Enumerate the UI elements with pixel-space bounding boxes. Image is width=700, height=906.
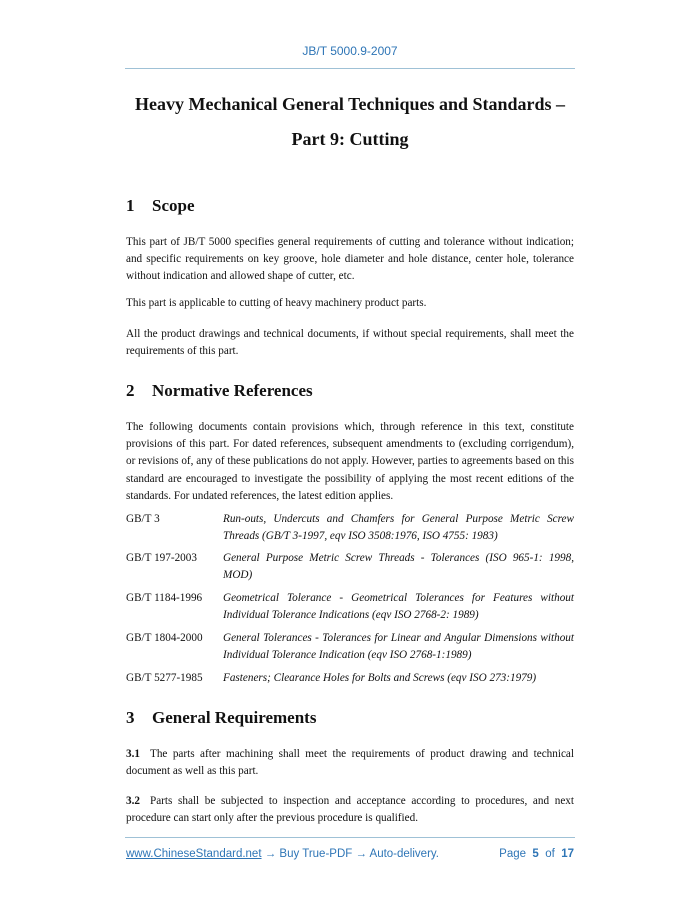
section-title: Normative References <box>152 381 313 400</box>
reference-title: Run-outs, Undercuts and Chamfers for General Purpose Metric Screw Threads (GB/T 3-1997, eqv ISO 3508:1976, ISO 4755: 1983) <box>223 513 574 543</box>
section-number: 2 <box>126 381 135 400</box>
scope-paragraph-3: All the product drawings and technical documents, if without special requirements, shall meet the requirements of this part. <box>126 328 574 358</box>
section-heading-scope <box>126 196 195 216</box>
reference-code: GB/T 5277-1985 <box>126 672 203 684</box>
reference-title: Fasteners; Clearance Holes for Bolts and Screws (eqv ISO 273:1979) <box>223 672 537 684</box>
footer-divider <box>125 837 575 838</box>
chinesestandard-link[interactable]: www.ChineseStandard.net <box>126 848 262 860</box>
clause-3-1 <box>126 746 574 780</box>
reference-code: GB/T 1804-2000 <box>126 632 203 644</box>
footer-delivery-text: → Buy True-PDF → Auto-delivery. <box>261 848 439 860</box>
section-heading-normative-references <box>126 381 313 401</box>
clause-3-2 <box>126 793 574 827</box>
page-of: of <box>545 848 555 860</box>
reference-title: Geometrical Tolerance - Geometrical Tolerances for Features without Individual Tolerance Indications (eqv ISO 2768-2: 1989) <box>223 592 574 622</box>
page-current: 5 <box>532 848 539 860</box>
page-total: 17 <box>561 848 574 860</box>
section-number: 3 <box>126 708 135 727</box>
section-title: General Requirements <box>152 708 317 727</box>
document-code-header: JB/T 5000.9-2007 <box>302 44 398 58</box>
header-divider <box>125 68 575 69</box>
section-heading-general-requirements <box>126 708 316 728</box>
clause-number: 3.2 <box>126 795 140 807</box>
section-number: 1 <box>126 196 135 215</box>
clause-text: Parts shall be subjected to inspection and acceptance according to procedures, and next procedure can start only after the previous procedure is qualified. <box>126 795 574 825</box>
reference-title: General Tolerances - Tolerances for Linear and Angular Dimensions without Individual Tolerance Indication (eqv ISO 2768-1:1989) <box>223 632 574 662</box>
page-label: Page <box>499 848 527 860</box>
scope-paragraph-1: This part of JB/T 5000 specifies general requirements of cutting and tolerance without indication; and specific requirements on key groove, hole diameter and hole distance, center hole, tolerance without indication and allowed shape of cutter, etc. <box>126 236 574 283</box>
page-footer <box>126 848 574 860</box>
document-title-line2: Part 9: Cutting <box>291 129 409 149</box>
reference-code: GB/T 1184-1996 <box>126 592 203 604</box>
page-indicator <box>499 848 574 860</box>
normative-references-intro: The following documents contain provisions which, through reference in this text, constitute provisions of this part. For dated references, subsequent amendments to (excluding corrigendum), or revisions of, any of these publications do not apply. However, parties to agreements based on this standard are encouraged to investigate the possibility of applying the most recent editions of the standards. For undated references, the latest edition applies. <box>126 421 574 502</box>
reference-title: General Purpose Metric Screw Threads - Tolerances (ISO 965-1: 1998, MOD) <box>223 552 574 582</box>
clause-text: The parts after machining shall meet the requirements of product drawing and technical document as well as this part. <box>126 748 574 778</box>
scope-paragraph-2: This part is applicable to cutting of heavy machinery product parts. <box>126 297 427 309</box>
document-title-line1: Heavy Mechanical General Techniques and Standards – <box>134 94 566 114</box>
clause-number: 3.1 <box>126 748 140 760</box>
reference-code: GB/T 3 <box>126 513 160 525</box>
section-title: Scope <box>152 196 195 215</box>
reference-code: GB/T 197-2003 <box>126 552 197 564</box>
